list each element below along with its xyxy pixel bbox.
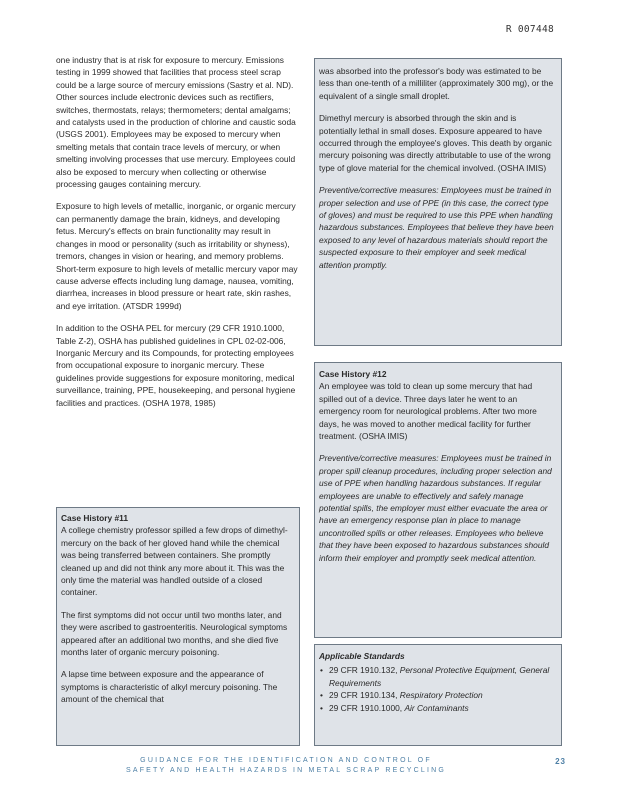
paragraph: The first symptoms did not occur until two months later, and they were ascribed to gastroenteritis. Neurological symptoms appeared after an additional two months, and she died five months later of organic mercury poisoning. — [61, 609, 288, 658]
preventive-measures: Preventive/corrective measures: Employees must be trained in proper selection and use of PPE (in this case, the correct type of gloves) and must be required to use this PPE when handling hazardous substances. Employees that believe they have been exposed to any level of hazardous materials should report the suspected exposure to their employer and seek medical attention promptly. — [319, 185, 554, 270]
case-history-12-box — [314, 362, 562, 638]
case-history-12-title: Case History #12 — [319, 369, 387, 379]
paragraph: Dimethyl mercury is absorbed through the skin and is potentially lethal in small doses. Exposure appeared to have occurred through the employee's gloves. This death by organic mercury poisoning was directly attributable to use of the wrong type of glove material for the chemical involved. (OSHA IMIS) — [319, 113, 552, 173]
bates-number: R 007448 — [505, 24, 554, 35]
list-item: • 29 CFR 1910.134, Respiratory Protection — [320, 690, 483, 701]
paragraph: A lapse time between exposure and the appearance of symptoms is characteristic of alkyl mercury poisoning. The amount of the chemical that — [61, 669, 278, 705]
applicable-standards-title: Applicable Standards — [319, 651, 405, 661]
case-history-11-title: Case History #11 — [61, 513, 129, 523]
preventive-measures: Preventive/corrective measures: Employees must be trained in proper spill cleanup procedures, including proper selection and use of PPE when handling hazardous substances. If regular employees are unable to effectively and safely manage potential spills, the employer must either evacuate the area or have an emergency response plan in place to manage uncontrolled spills or other releases. Employees who believe that they have been exposed to hazardous substances should inform their employer and promptly seek medical attention. — [319, 453, 552, 563]
applicable-standards-box — [314, 644, 562, 746]
footer-title-line-2: SAFETY AND HEALTH HAZARDS IN METAL SCRAP RECYCLING — [125, 767, 447, 774]
paragraph: A college chemistry professor spilled a few drops of dimethyl-mercury on the back of her gloved hand while the chemical was being transferred between containers. She promptly cleaned up and did not think any more about it. This was the only time the material was handled outside of a closed container. — [61, 525, 288, 598]
page-number: 23 — [555, 757, 566, 766]
paragraph: In addition to the OSHA PEL for mercury (29 CFR 1910.1000, Table Z-2), OSHA has published guidelines in CPL 02-02-006, Inorganic Mercury and its Compounds, for protecting employees from occupational exposure to inorganic mercury. These guidelines provide suggestions for exposure monitoring, medical surveillance, training, PPE, housekeeping, and personal hygiene facilities and practices. (OSHA 1978, 1985) — [56, 323, 296, 408]
list-item: • 29 CFR 1910.132, Personal Protective Equipment, General Requirements — [320, 665, 550, 688]
paragraph: one industry that is at risk for exposure to mercury. Emissions testing in 1999 showed that facilities that process steel scrap could be a large source of mercury emissions (Sastry et al. ND). Other sources include electronic devices such as rectifiers, switches, thermostats, relays; thermometers; dental amalgams; and catalysts used in the production of chlorine and caustic soda (USGS 2001). Employees may be exposed to mercury when smelting metals that contain trace levels of mercury, or when smelting involving processes that use mercury. Employees could also be exposed to mercury when collecting or otherwise processing gauges containing mercury. — [56, 55, 296, 190]
paragraph: An employee was told to clean up some mercury that had spilled out of a device. Three days later he went to an emergency room for neurological problems. After two more days, he was moved to another medical facility for further treatment. (OSHA IMIS) — [319, 381, 537, 442]
case-history-11-box — [56, 507, 300, 746]
paragraph: Exposure to high levels of metallic, inorganic, or organic mercury can permanently damage the brain, kidneys, and developing fetus. Mercury's effects on brain functionality may result in changes in mood or personality (such as irritability or shyness), tremors, changes in vision or hearing, and memory problems. Short-term exposure to high levels of metallic mercury vapor may cause adverse effects including lung damage, nausea, vomiting, diarrhea, increases in blood pressure or heart rate, skin rashes, and eye irritation. (ATSDR 1999d) — [56, 201, 298, 311]
list-item: • 29 CFR 1910.1000, Air Contaminants — [320, 702, 469, 713]
footer-title-line-1: GUIDANCE FOR THE IDENTIFICATION AND CONTROL OF — [140, 757, 432, 764]
left-column — [56, 54, 298, 419]
paragraph: was absorbed into the professor's body was estimated to be less than one-tenth of a milliliter (approximately 300 mg), or the equivalent of a single small droplet. — [319, 66, 554, 101]
case-history-11-continued-box — [314, 58, 562, 346]
standards-list — [319, 664, 555, 714]
